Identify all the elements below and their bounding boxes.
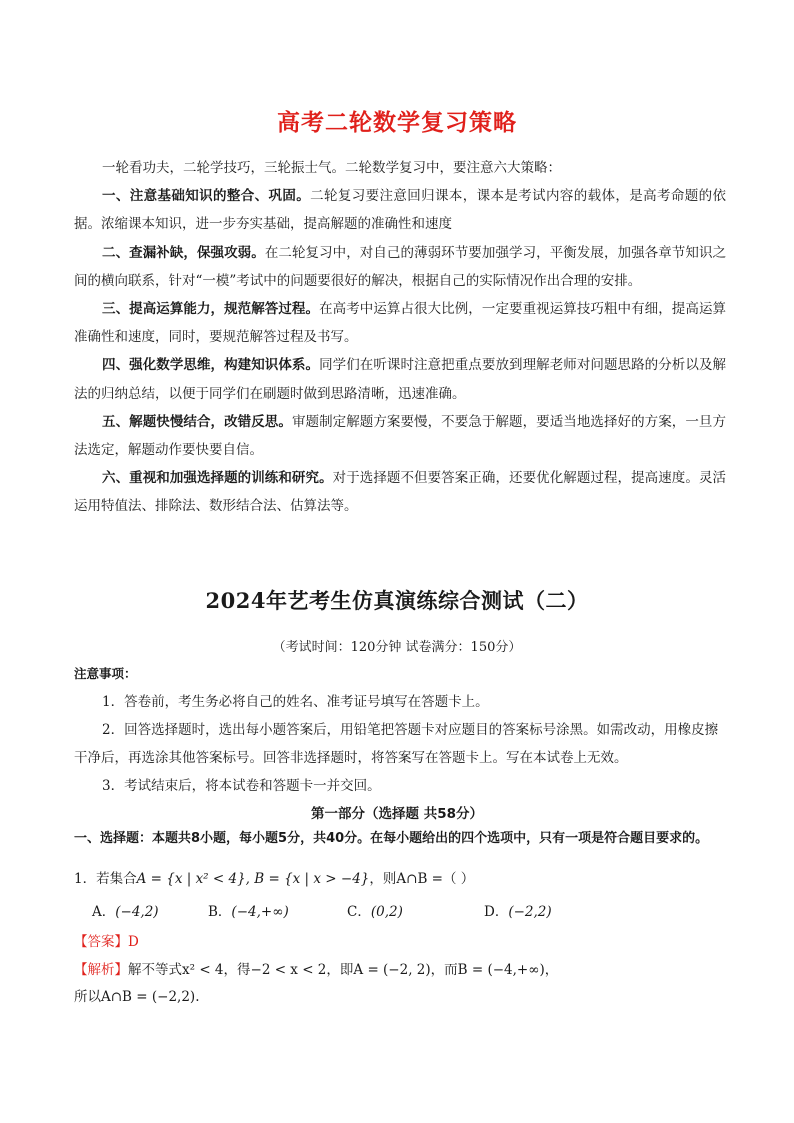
notice-item: 1．答卷前，考生务必将自己的姓名、准考证号填写在答题卡上。 (102, 694, 489, 710)
question-intro: 一、选择题：本题共8小题，每小题5分，共40分。在每小题给出的四个选项中，只有一项是符合题目要求的。 (74, 831, 709, 846)
page-title: 高考二轮数学复习策略 (277, 110, 517, 136)
analysis-block (74, 957, 558, 1011)
notice-heading: 注意事项： (74, 666, 137, 681)
strategy-item-body: 同学们在听课时注意把重点要放到理解老师对问题思路的分析以及解法的归纳总结，以便于同学们在刷题时做到思路清晰，迅速准确。 (74, 357, 727, 402)
notice-item: 2．回答选择题时，选出每小题答案后，用铅笔把答题卡对应题目的答案标号涂黑。如需改动，用橡皮擦干净后，再选涂其他答案标号。回答非选择题时，将答案写在答题卡上。写在本试卷上无效。 (74, 722, 719, 766)
answer-line (74, 930, 139, 950)
answer-tag: 【答案】 (74, 934, 128, 950)
strategy-item (74, 351, 726, 407)
analysis-line (74, 957, 558, 984)
notice-item: 3．考试结束后，将本试卷和答题卡一并交回。 (102, 778, 381, 794)
strategy-item-body: 二轮复习要注意回归课本，课本是考试内容的载体，是高考命题的依据。浓缩课本知识，进一步夯实基础，提高解题的准确性和速度 (74, 188, 726, 233)
strategy-item-head: 一、注意基础知识的整合、巩固。 (102, 188, 311, 205)
option-label: C． (347, 904, 371, 920)
question-stem-suffix: ，则A∩B =（ ） (369, 871, 475, 887)
strategy-item (74, 295, 726, 351)
option-label: D． (484, 904, 509, 920)
option-label: B． (208, 904, 232, 920)
answer-value: D (128, 934, 139, 950)
strategy-item (74, 464, 726, 520)
question-stem-math: A = {x | x² < 4}, B = {x | x > −4} (136, 871, 370, 887)
option-value: (−4,2) (115, 904, 159, 920)
exam-title: 2024年艺考生仿真演练综合测试（二） (205, 588, 589, 613)
strategy-item-head: 二、查漏补缺，保强攻弱。 (102, 244, 265, 261)
strategy-item-body: 在二轮复习中，对自己的薄弱环节要加强学习，平衡发展，加强各章节知识之间的横向联系，针对“一模”考试中的问题要很好的解决，根据自己的实际情况作出合理的安排。 (74, 244, 727, 289)
strategy-intro: 一轮看功夫，二轮学技巧，三轮振士气。二轮数学复习中，要注意六大策略： (102, 160, 561, 176)
strategy-item (74, 182, 726, 238)
section-heading: 第一部分（选择题 共58分） (311, 806, 483, 822)
option-a (92, 900, 159, 920)
question-1-stem (74, 868, 474, 890)
strategy-item-body: 审题制定解题方案要慢，不要急于解题，要适当地选择好的方案，一旦方法选定，解题动作要快要自信。 (74, 413, 727, 459)
question-stem-prefix: 1．若集合 (74, 871, 137, 887)
option-value: (0,2) (370, 904, 403, 920)
option-d (484, 900, 552, 920)
strategy-item-head: 三、提高运算能力，规范解答过程。 (102, 301, 320, 318)
option-label: A． (92, 904, 116, 920)
question-1-options (92, 900, 742, 924)
strategy-item-head: 四、强化数学思维，构建知识体系。 (102, 357, 320, 374)
exam-subtitle: （考试时间：120分钟 试卷满分：150分） (272, 640, 522, 655)
analysis-tag: 【解析】 (74, 962, 128, 978)
notice-list (74, 688, 726, 800)
strategy-item-head: 六、重视和加强选择题的训练和研究。 (102, 470, 333, 487)
strategy-section (74, 154, 726, 521)
option-value: (−4,+∞) (231, 904, 289, 920)
strategy-item (74, 408, 726, 464)
analysis-line: 所以A∩B = (−2,2). (74, 989, 200, 1005)
strategy-item-body: 对于选择题不但要答案正确，还要优化解题过程，提高速度。灵活运用特值法、排除法、数形结合法、估算法等。 (74, 470, 727, 515)
analysis-text: 解不等式x² < 4，得−2 < x < 2，即A = (−2, 2)，而B = (−4,+∞)， (128, 962, 559, 978)
strategy-item-body: 在高考中运算占很大比例，一定要重视运算技巧粗中有细，提高运算准确性和速度，同时，要规范解答过程及书写。 (74, 301, 727, 346)
option-b (208, 900, 289, 920)
strategy-item-head: 五、解题快慢结合，改错反思。 (102, 413, 292, 430)
option-c (347, 900, 403, 920)
option-value: (−2,2) (508, 904, 552, 920)
strategy-item (74, 239, 726, 295)
